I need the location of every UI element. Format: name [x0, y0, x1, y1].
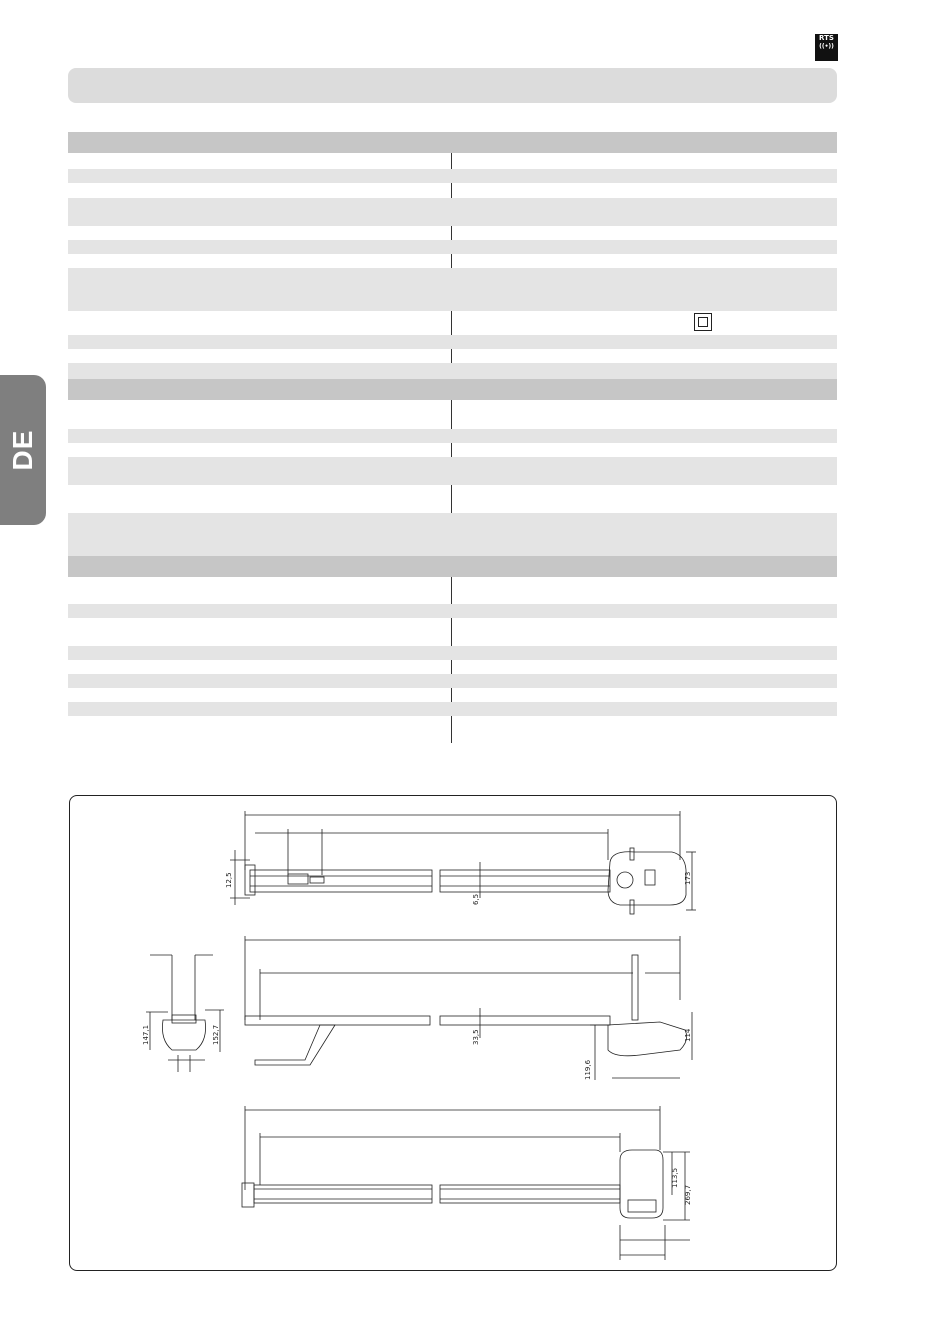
rts-logo-text: RTS: [819, 34, 834, 42]
dim-label-33-5: 33,5: [472, 1029, 480, 1045]
dim-label-113-5: 113,5: [671, 1167, 679, 1188]
dim-label-12-5: 12,5: [225, 872, 233, 888]
language-tab-label: DE: [7, 429, 38, 471]
dim-label-119-6: 119,6: [584, 1059, 592, 1080]
dim-label-152-7: 152,7: [212, 1024, 220, 1045]
radio-waves-icon: ((•)): [819, 43, 834, 50]
dim-label-147-1: 147,1: [142, 1024, 150, 1045]
dim-label-269-7: 269,7: [684, 1184, 692, 1205]
dim-label-114: 114: [684, 1028, 692, 1042]
dim-label-6-5: 6,5: [472, 893, 480, 905]
dim-label-173: 173: [684, 871, 692, 885]
